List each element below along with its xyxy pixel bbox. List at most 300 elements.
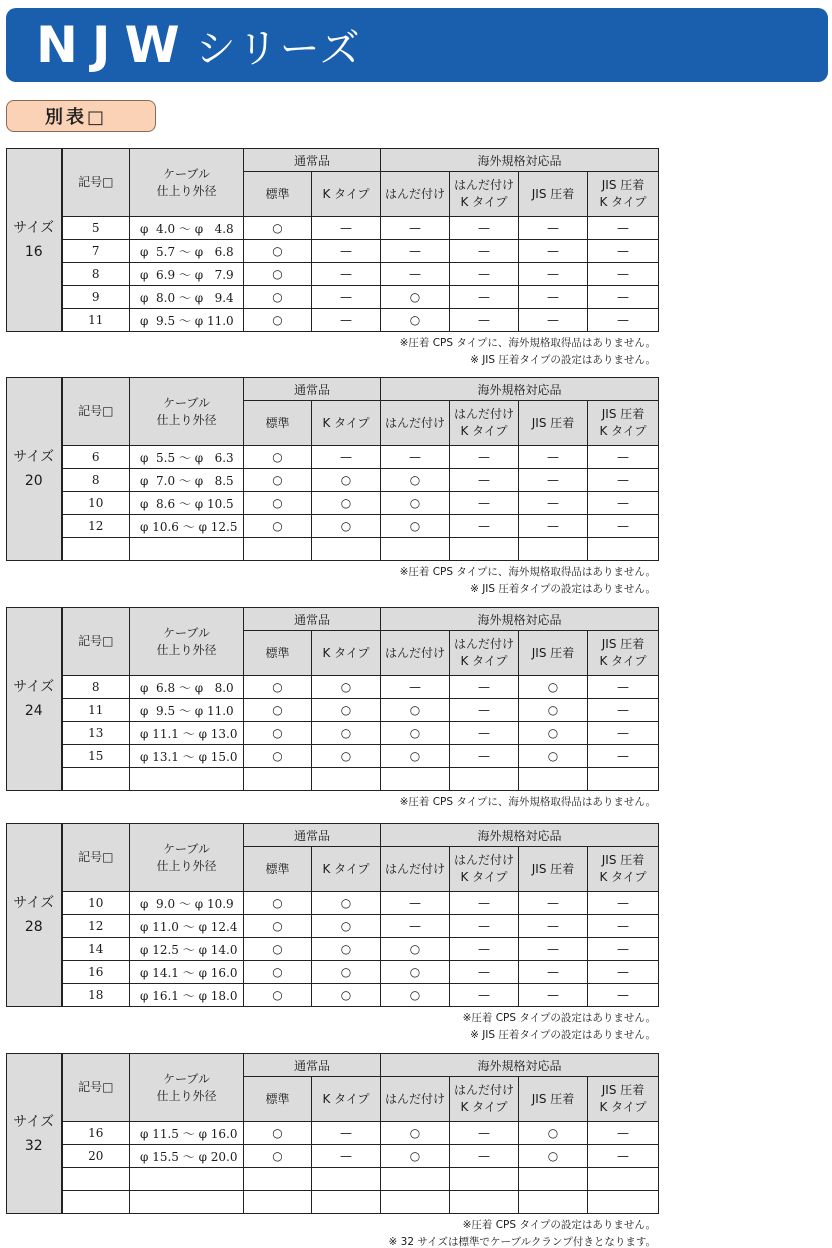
availability-cell-solder-k: — [450,676,519,699]
header-solder-k-line2: K タイプ [460,1100,508,1114]
header-jis-crimp-k-line1: JIS 圧着 [601,1083,645,1097]
header-standard: 標準 [244,401,312,446]
availability-cell-solder-k: — [450,492,519,515]
availability-cell-jis-k: — [588,515,659,538]
availability-cell-jis-k [588,768,659,791]
availability-cell-solder-k: — [450,286,519,309]
note-line: ※圧着 CPS タイプの設定はありません。 [462,1012,656,1024]
table-row [7,892,659,915]
header-jis-crimp-k-line2: K タイプ [599,870,647,884]
table-row [7,745,659,768]
availability-cell-std: ○ [244,1122,312,1145]
code-cell: 6 [62,446,130,469]
availability-cell-solder: ○ [381,1122,450,1145]
availability-cell-jis: — [519,938,588,961]
availability-cell-jis-k: — [588,938,659,961]
table-row [7,938,659,961]
table-row [7,492,659,515]
header-standard: 標準 [244,847,312,892]
section-notes [6,1010,658,1044]
availability-cell-solder-k: — [450,984,519,1007]
availability-cell-solder: ○ [381,492,450,515]
header-solder-k [450,401,519,446]
size-cell [7,608,62,791]
header-code: 記号□ [62,1054,130,1122]
header-solder-k-line2: K タイプ [460,195,508,209]
cable-range-cell: φ 9.0 〜 φ 10.9 [130,892,244,915]
header-solder-k [450,631,519,676]
spec-table [6,377,659,561]
cable-range-cell: φ 7.0 〜 φ 8.5 [130,469,244,492]
note-line: ※圧着 CPS タイプに、海外規格取得品はありません。 [399,796,656,808]
header-solder: はんだ付け [381,631,450,676]
availability-cell-jis [519,538,588,561]
table-row [7,961,659,984]
availability-cell-std: ○ [244,263,312,286]
header-solder-k-line2: K タイプ [460,424,508,438]
availability-cell-k: — [312,309,381,332]
availability-cell-std: ○ [244,217,312,240]
table-row [7,1191,659,1214]
availability-cell-k: — [312,1122,381,1145]
availability-cell-solder-k: — [450,915,519,938]
header-solder: はんだ付け [381,847,450,892]
size-label: サイズ [13,679,55,695]
availability-cell-jis: ○ [519,1145,588,1168]
availability-cell-k: ○ [312,745,381,768]
header-k-type: K タイプ [312,401,381,446]
code-cell: 7 [62,240,130,263]
header-jis-crimp-k-line1: JIS 圧着 [601,178,645,192]
header-cable-line1: ケーブル [163,841,210,856]
code-cell: 8 [62,263,130,286]
header-solder-k-line1: はんだ付け [454,1083,515,1097]
header-jis-crimp: JIS 圧着 [519,172,588,217]
code-cell: 11 [62,309,130,332]
header-code: 記号□ [62,378,130,446]
availability-cell-jis: — [519,240,588,263]
availability-cell-solder [381,768,450,791]
header-jis-crimp: JIS 圧着 [519,1077,588,1122]
availability-cell-solder-k: — [450,263,519,286]
size-label: サイズ [13,220,55,236]
header-cable-line1: ケーブル [163,395,210,410]
header-jis-crimp-k [588,631,659,676]
code-cell: 8 [62,676,130,699]
availability-cell-k: ○ [312,722,381,745]
code-cell: 10 [62,492,130,515]
availability-cell-k: — [312,286,381,309]
availability-cell-solder-k: — [450,745,519,768]
availability-cell-solder: ○ [381,938,450,961]
spec-table [6,1053,659,1214]
header-jis-crimp-k [588,847,659,892]
availability-cell-std: ○ [244,915,312,938]
availability-cell-jis: — [519,286,588,309]
availability-cell-jis-k: — [588,699,659,722]
availability-cell-jis [519,768,588,791]
code-cell: 9 [62,286,130,309]
availability-cell-jis: — [519,492,588,515]
availability-cell-solder: — [381,676,450,699]
header-group-overseas: 海外規格対応品 [381,824,659,847]
header-group-overseas: 海外規格対応品 [381,378,659,401]
header-cable [130,149,244,217]
availability-cell-solder: ○ [381,309,450,332]
cable-range-cell: φ 16.1 〜 φ 18.0 [130,984,244,1007]
availability-cell-jis-k: — [588,1145,659,1168]
table-row [7,217,659,240]
availability-cell-jis-k [588,538,659,561]
table-row [7,915,659,938]
cable-range-cell: φ 4.0 〜 φ 4.8 [130,217,244,240]
table-row [7,699,659,722]
header-k-type: K タイプ [312,172,381,217]
header-solder-k [450,1077,519,1122]
code-cell: 12 [62,915,130,938]
size-section [6,1053,658,1248]
code-cell: 8 [62,469,130,492]
size-value: 20 [24,473,43,489]
size-cell [7,824,62,1007]
availability-cell-std [244,538,312,561]
availability-cell-jis: — [519,446,588,469]
cable-range-cell: φ 9.5 〜 φ 11.0 [130,699,244,722]
header-group-normal: 通常品 [244,1054,381,1077]
header-jis-crimp-k-line2: K タイプ [599,195,647,209]
header-cable-line1: ケーブル [163,166,210,181]
availability-cell-solder-k: — [450,699,519,722]
header-cable [130,608,244,676]
availability-cell-solder: ○ [381,722,450,745]
availability-cell-jis: ○ [519,722,588,745]
availability-cell-std: ○ [244,745,312,768]
availability-cell-k [312,538,381,561]
header-jis-crimp-k-line1: JIS 圧着 [601,407,645,421]
availability-cell-k: — [312,240,381,263]
availability-cell-solder: ○ [381,515,450,538]
availability-cell-solder-k: — [450,961,519,984]
cable-range-cell: φ 11.0 〜 φ 12.4 [130,915,244,938]
table-row [7,469,659,492]
availability-cell-solder-k: — [450,515,519,538]
availability-cell-k: ○ [312,699,381,722]
header-jis-crimp-k [588,172,659,217]
table-row [7,722,659,745]
availability-cell-solder-k: — [450,1145,519,1168]
cable-range-cell: φ 12.5 〜 φ 14.0 [130,938,244,961]
availability-cell-jis-k: — [588,263,659,286]
availability-cell-jis-k: — [588,984,659,1007]
size-section [6,823,658,1044]
size-section [6,377,658,598]
availability-cell-solder: ○ [381,745,450,768]
availability-cell-std: ○ [244,961,312,984]
header-jis-crimp: JIS 圧着 [519,631,588,676]
availability-cell-k: — [312,217,381,240]
availability-cell-jis-k: — [588,961,659,984]
header-solder-k-line1: はんだ付け [454,178,515,192]
code-cell: 16 [62,961,130,984]
header-jis-crimp-k-line1: JIS 圧着 [601,637,645,651]
code-cell: 11 [62,699,130,722]
table-row [7,984,659,1007]
table-row [7,240,659,263]
header-cable-line2: 仕上り外径 [156,412,217,427]
cable-range-cell: φ 8.0 〜 φ 9.4 [130,286,244,309]
header-solder-k-line1: はんだ付け [454,407,515,421]
availability-cell-solder: ○ [381,984,450,1007]
availability-cell-k [312,1168,381,1191]
header-code: 記号□ [62,608,130,676]
code-cell: 10 [62,892,130,915]
availability-cell-solder-k: — [450,722,519,745]
availability-cell-solder-k: — [450,1122,519,1145]
availability-cell-solder: ○ [381,1145,450,1168]
availability-cell-std: ○ [244,938,312,961]
header-cable-line2: 仕上り外径 [156,1088,217,1103]
availability-cell-solder-k: — [450,446,519,469]
header-standard: 標準 [244,172,312,217]
availability-cell-solder [381,538,450,561]
header-solder-k-line1: はんだ付け [454,637,515,651]
availability-cell-solder-k [450,538,519,561]
availability-cell-solder-k: — [450,892,519,915]
availability-cell-k: — [312,1145,381,1168]
header-group-normal: 通常品 [244,824,381,847]
availability-cell-jis: — [519,515,588,538]
table-row [7,1168,659,1191]
availability-cell-solder: — [381,217,450,240]
availability-cell-k: ○ [312,984,381,1007]
availability-cell-solder-k [450,1168,519,1191]
code-cell [62,538,130,561]
spec-table [6,607,659,791]
availability-cell-k: ○ [312,469,381,492]
header-k-type: K タイプ [312,847,381,892]
header-standard: 標準 [244,1077,312,1122]
availability-cell-std: ○ [244,892,312,915]
header-cable-line1: ケーブル [163,1071,210,1086]
size-value: 28 [24,919,43,935]
availability-cell-std: ○ [244,1145,312,1168]
availability-cell-std [244,1168,312,1191]
size-cell [7,1054,62,1214]
availability-cell-jis-k: — [588,469,659,492]
header-jis-crimp-k-line2: K タイプ [599,654,647,668]
availability-cell-jis [519,1168,588,1191]
availability-cell-k: — [312,446,381,469]
header-k-type: K タイプ [312,1077,381,1122]
cable-range-cell: φ 10.6 〜 φ 12.5 [130,515,244,538]
availability-cell-solder: — [381,263,450,286]
availability-cell-k: ○ [312,915,381,938]
cable-range-cell: φ 11.5 〜 φ 16.0 [130,1122,244,1145]
cable-range-cell [130,538,244,561]
availability-cell-std: ○ [244,446,312,469]
header-solder-k-line2: K タイプ [460,654,508,668]
availability-cell-std: ○ [244,699,312,722]
header-code: 記号□ [62,824,130,892]
cable-range-cell: φ 5.7 〜 φ 6.8 [130,240,244,263]
cable-range-cell [130,1191,244,1214]
series-title-latin: NJW [36,16,194,74]
availability-cell-jis-k: — [588,745,659,768]
table-row [7,309,659,332]
header-solder-k [450,172,519,217]
availability-cell-k [312,1191,381,1214]
header-jis-crimp-k-line2: K タイプ [599,1100,647,1114]
availability-cell-std: ○ [244,984,312,1007]
availability-cell-jis-k: — [588,286,659,309]
availability-cell-jis-k [588,1168,659,1191]
header-group-overseas: 海外規格対応品 [381,1054,659,1077]
availability-cell-jis: — [519,984,588,1007]
code-cell: 15 [62,745,130,768]
availability-cell-solder: ○ [381,286,450,309]
availability-cell-std: ○ [244,722,312,745]
header-cable-line2: 仕上り外径 [156,858,217,873]
availability-cell-solder [381,1191,450,1214]
cable-range-cell: φ 13.1 〜 φ 15.0 [130,745,244,768]
availability-cell-solder: — [381,892,450,915]
availability-cell-solder: — [381,240,450,263]
header-jis-crimp-k-line1: JIS 圧着 [601,853,645,867]
table-row [7,286,659,309]
section-notes [6,335,658,369]
availability-cell-jis: ○ [519,1122,588,1145]
size-value: 16 [24,244,43,260]
availability-cell-solder: ○ [381,699,450,722]
availability-cell-jis-k: — [588,240,659,263]
series-title-banner [6,8,828,82]
section-notes [6,564,658,598]
header-group-overseas: 海外規格対応品 [381,608,659,631]
series-title-kana: シリーズ [195,25,362,72]
size-label: サイズ [13,1113,55,1130]
availability-cell-k: ○ [312,892,381,915]
size-label: サイズ [13,895,55,911]
header-code: 記号□ [62,149,130,217]
note-line: ※圧着 CPS タイプに、海外規格取得品はありません。 [399,566,656,578]
cable-range-cell: φ 5.5 〜 φ 6.3 [130,446,244,469]
availability-cell-jis-k: — [588,892,659,915]
table-row [7,1145,659,1168]
code-cell [62,1191,130,1214]
availability-cell-k: ○ [312,676,381,699]
availability-cell-solder-k: — [450,240,519,263]
spec-table [6,148,659,332]
availability-cell-jis: — [519,217,588,240]
header-group-normal: 通常品 [244,608,381,631]
header-jis-crimp: JIS 圧着 [519,401,588,446]
availability-cell-k [312,768,381,791]
code-cell: 20 [62,1145,130,1168]
availability-cell-solder: ○ [381,961,450,984]
availability-cell-std: ○ [244,469,312,492]
availability-cell-jis-k [588,1191,659,1214]
header-cable-line2: 仕上り外径 [156,183,217,198]
header-cable [130,378,244,446]
availability-cell-solder-k [450,768,519,791]
availability-cell-std: ○ [244,515,312,538]
availability-cell-solder-k: — [450,469,519,492]
note-line: ※圧着 CPS タイプに、海外規格取得品はありません。 [399,337,656,349]
header-jis-crimp-k [588,401,659,446]
availability-cell-solder: — [381,915,450,938]
availability-cell-jis [519,1191,588,1214]
header-cable-line2: 仕上り外径 [156,642,217,657]
availability-cell-jis: — [519,309,588,332]
availability-cell-jis-k: — [588,446,659,469]
availability-cell-jis: ○ [519,699,588,722]
availability-cell-jis: ○ [519,745,588,768]
table-row [7,768,659,791]
availability-cell-k: ○ [312,961,381,984]
header-solder: はんだ付け [381,1077,450,1122]
header-group-normal: 通常品 [244,149,381,172]
section-notes [6,1217,658,1248]
code-cell [62,768,130,791]
code-cell: 12 [62,515,130,538]
availability-cell-std: ○ [244,309,312,332]
availability-cell-jis: — [519,263,588,286]
note-line: ※圧着 CPS タイプの設定はありません。 [462,1219,656,1231]
header-solder: はんだ付け [381,172,450,217]
availability-cell-solder-k: — [450,217,519,240]
header-cable [130,824,244,892]
availability-cell-solder: — [381,446,450,469]
availability-cell-std: ○ [244,286,312,309]
availability-cell-k: ○ [312,938,381,961]
availability-cell-std [244,768,312,791]
code-cell [62,1168,130,1191]
table-row [7,515,659,538]
availability-cell-std: ○ [244,676,312,699]
header-cable [130,1054,244,1122]
availability-cell-std [244,1191,312,1214]
availability-cell-std: ○ [244,492,312,515]
header-solder-k-line2: K タイプ [460,870,508,884]
header-group-normal: 通常品 [244,378,381,401]
appendix-label: 別表□ [6,100,156,132]
cable-range-cell [130,768,244,791]
availability-cell-solder-k [450,1191,519,1214]
availability-cell-std: ○ [244,240,312,263]
availability-cell-jis: — [519,961,588,984]
header-jis-crimp-k [588,1077,659,1122]
note-line: ※ 32 サイズは標準でケーブルクランプ付きとなります。 [388,1236,656,1248]
availability-cell-solder: ○ [381,469,450,492]
table-row [7,538,659,561]
header-jis-crimp: JIS 圧着 [519,847,588,892]
code-cell: 5 [62,217,130,240]
header-solder-k [450,847,519,892]
cable-range-cell: φ 14.1 〜 φ 16.0 [130,961,244,984]
header-k-type: K タイプ [312,631,381,676]
availability-cell-jis: — [519,915,588,938]
cable-range-cell [130,1168,244,1191]
code-cell: 16 [62,1122,130,1145]
availability-cell-jis-k: — [588,676,659,699]
code-cell: 13 [62,722,130,745]
availability-cell-jis-k: — [588,915,659,938]
header-group-overseas: 海外規格対応品 [381,149,659,172]
size-cell [7,149,62,332]
code-cell: 14 [62,938,130,961]
availability-cell-jis-k: — [588,309,659,332]
availability-cell-solder-k: — [450,938,519,961]
